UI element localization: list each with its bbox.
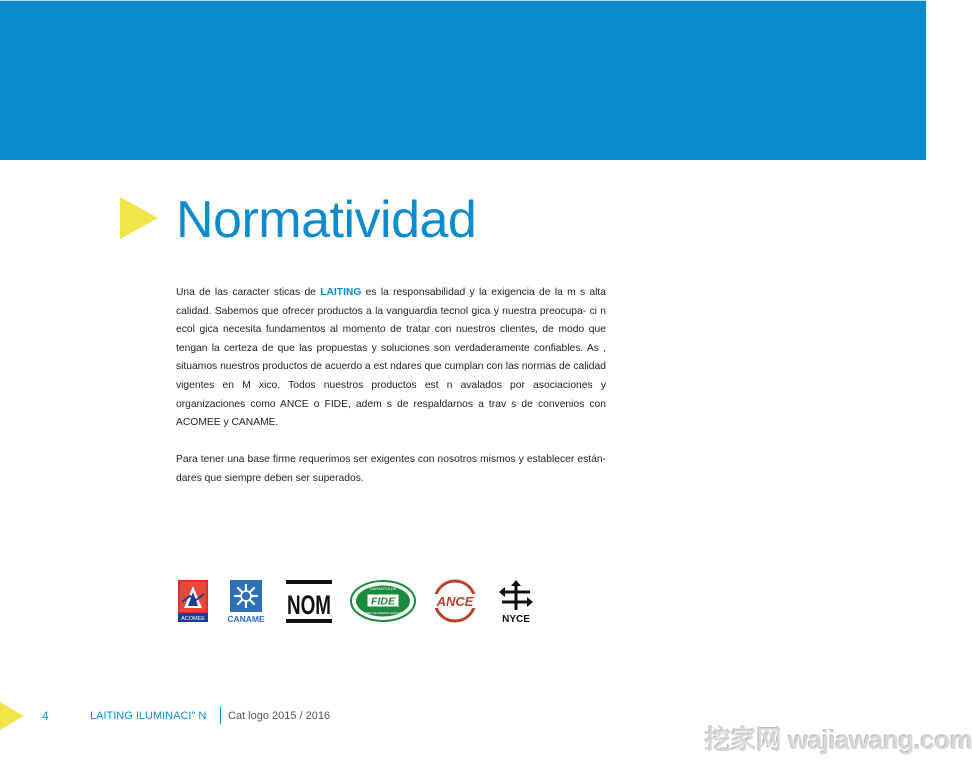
page-number: 4 bbox=[42, 709, 49, 723]
caname-logo-icon bbox=[229, 580, 263, 624]
nom-logo-icon bbox=[286, 580, 332, 623]
brand-name: LAITING bbox=[320, 287, 362, 298]
acomee-logo-icon bbox=[178, 580, 208, 622]
title-arrow-icon bbox=[120, 197, 158, 239]
footer-catalog: Cat logo 2015 / 2016 bbox=[228, 710, 331, 722]
acomee-text: ACOMEE bbox=[181, 616, 205, 622]
watermark: 挖家网 wajiawang.com bbox=[705, 725, 972, 755]
ance-logo-icon bbox=[432, 579, 478, 623]
header-band bbox=[0, 0, 926, 160]
footer-company: LAITING ILUMINACI" N bbox=[90, 710, 207, 722]
nyce-text: NYCE bbox=[502, 614, 530, 625]
caname-text: CANAME bbox=[227, 614, 265, 624]
fide-logo-icon bbox=[350, 580, 416, 622]
footer-divider bbox=[220, 707, 221, 724]
ance-text: ANCE bbox=[436, 594, 474, 609]
nom-text: NOM bbox=[287, 590, 331, 620]
paragraph-1: Una de las caracter sticas de LAITING es la responsabilidad y la exigencia de la m s alta calidad. Sabemos que ofrecer productos a la vanguardia tecnol gica y nuestra preocupa- ci n ecol gica necesita fundamentos al momento de tratar con nuestros clientes, de modo que tengan la certeza de que las propuestas y soluciones son verdaderamente confiables. As , situamos nuestros productos de acuerdo a est ndares que cumplan con las normas de calidad vigentes en M xico. Todos nuestros productos est n avalados por asociaciones y organizaciones como ANCE o FIDE, adem s de respaldarnos a trav s de convenios con ACOMEE y CANAME. bbox=[176, 287, 606, 429]
fide-top-text: GARANTÍA DE bbox=[369, 586, 397, 591]
paragraph-2: Para tener una base firme requerimos ser exigentes con nosotros mismos y establecer están- dares que siempre deben ser superados. bbox=[176, 454, 606, 484]
page-title: Normatividad bbox=[176, 191, 477, 249]
footer-arrow-icon bbox=[0, 702, 24, 730]
fide-bottom-text: AHORRO DE ENERGÍA ELÉCTRICA bbox=[359, 611, 407, 615]
nyce-logo-icon bbox=[497, 580, 535, 624]
body-text bbox=[176, 284, 606, 489]
fide-text: FIDE bbox=[371, 595, 395, 608]
